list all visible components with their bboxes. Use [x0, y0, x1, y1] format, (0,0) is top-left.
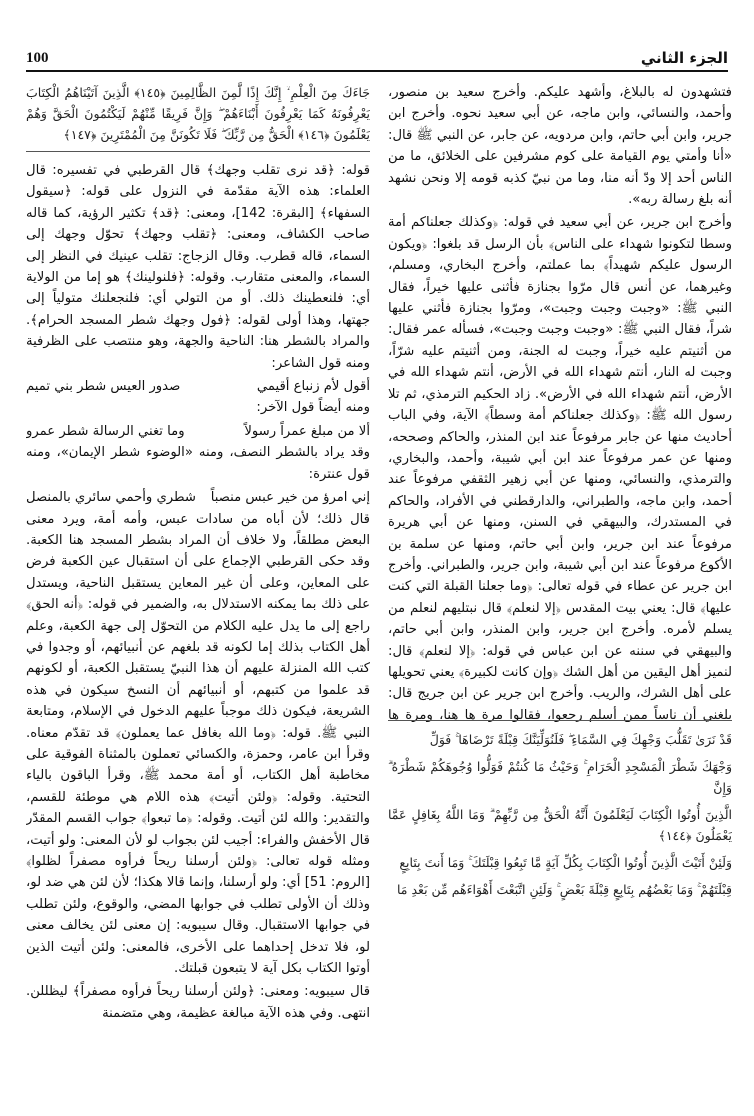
- verse-line-3: الَّذِينَ أُوتُوا الْكِتَابَ لَيَعْلَمُونَ أَنَّهُ الْحَقُّ مِن رَّبِّهِمْ ۗ وَمَا اللَّهُ بِغَافِلٍ عَمَّا يَعْمَلُونَ ﴿١٤٤﴾: [388, 807, 732, 843]
- verse-line-4: وَلَئِنْ أَتَيْتَ الَّذِينَ أُوتُوا الْكِتَابَ بِكُلِّ آيَةٍ مَّا تَبِعُوا قِبْلَتَكَ ۚ وَمَا أَنتَ بِتَابِعٍ: [399, 855, 732, 870]
- left-paragraph-1: قوله: ﴿قد نرى تقلب وجهك﴾ قال القرطبي في تفسيره: قال العلماء: هذه الآية مقدّمة في النزول على قوله: ﴿سيقول السفهاء﴾ [البقرة: 142]، ومعنى: ﴿قد﴾ تكثير الرؤية، كما قاله صاحب الكشاف، ومعنى: ﴿تقلب وجهك﴾ تحوّل وجهك إلى السماء، قاله قطرب. وقال الزجاج: تقلب عينيك في النظر إلى السماء، والمعنى متقارب. وقوله: ﴿فلنولينك﴾ هو إما من الولاية أي: فلنعطينك ذلك. أو من التولي أي: فلنجعلنك متولياً إلى جهتها، وهذا أولى لقوله: ﴿فول وجهك شطر المسجد الحرام﴾. والمراد بالشطر هنا: الناحية والجهة، وهو منتصب على الظرفية ومنه قول الشاعر:: [26, 163, 370, 371]
- right-column: [388, 82, 732, 722]
- verses-divider: [388, 720, 732, 721]
- poem3-hemistich-2: شطري وأحمي سائري بالمنصل: [26, 490, 196, 506]
- verse-line-5: قِبْلَتَهُمْ ۚ وَمَا بَعْضُهُم بِتَابِعٍ قِبْلَةَ بَعْضٍ ۚ وَلَئِنِ اتَّبَعْتَ أَهْوَاءَهُم مِّن بَعْدِ مَا: [397, 882, 732, 897]
- poem-line-1: [26, 376, 370, 397]
- right-paragraph-2: وأخرج ابن جرير، عن أبي سعيد في قوله: ﴿وكذلك جعلناكم أمة وسطا لتكونوا شهداء على الناس﴾ بأن الرسل قد بلغوا: ﴿ويكون الرسول عليكم شهيداً﴾ بما عملتم، وأخرج البخاري، ومسلم، وغيرهما، عن أنس قال مرّوا بجنازة فأثنى عليها خيراً، فقال النبي ﷺ: «وجبت وجبت وجبت»، ومرّوا بجنازة فأثني عليها شراً، فقال النبي ﷺ: «وجبت وجبت وجبت»، فسأله عمر فقال: من أثنيتم عليه خيراً، وجبت له الجنة، ومن أثنيتم عليه شرّاً، وجبت له النار، أنتم شهداء الله في الأرض، أنتم شهداء الله في الأرض، أنتم شهداء الله في الأرض». زاد الحكيم الترمذي، ثم تلا رسول الله ﷺ: ﴿وكذلك جعلناكم أمة وسطاً﴾ الآية، وفي الباب أحاديث منها عن جابر مرفوعاً عند ابن المنذر، والحاكم وصححه، ومنها عن عمر مرفوعاً عند ابن أبي شيبة، وأحمد، والبخاري، والترمذي، والنسائي، ومنها عن أبي زهير الثقفي مرفوعاً عند أحمد، وابن ماجه، والطبراني، والدارقطني في الأفراد، والحاكم في المستدرك، والبيهقي في السنن، ومنها عن أبي هريرة مرفوعاً عند ابن جرير، وابن أبي حاتم، ومنها عن سلمة بن الأكوع مرفوعاً عند ابن أبي شيبة، وابن جرير، والطبراني. وأخرج ابن جرير عن عطاء في قوله تعالى: ﴿وما جعلنا القبلة التي كنت عليها﴾ قال: يعني بيت المقدس ﴿إلا لنعلم﴾ قال نبتليهم لنعلم من يسلم لأمره. وأخرج ابن جرير، وابن المنذر، وابن أبي حاتم، والبيهقي في سننه عن ابن عباس في قوله: ﴿إلا لنعلم﴾ قال: لنميز أهل اليقين من أهل الشك ﴿وإن كانت لكبيرة﴾ يعني تحويلها على أهل الشرك، والريب. وأخرج ابن جرير عن ابن جريج قال: بلغني أن ناساً ممن أسلم رجعوا، فقالوا مرة ها هنا، ومرة ها: [388, 215, 732, 722]
- right-paragraph-1: فتشهدون له بالبلاغ، وأشهد عليكم. وأخرج سعيد بن منصور، وأحمد، والنسائي، وابن ماجه، عن أبي سعيد نحوه. وأخرج ابن جرير، وابن أبي حاتم، وابن مردويه، عن جابر، عن النبي ﷺ قال: «أنا وأمتي يوم القيامة على كوم مشرفين على الخلائق، ما من الناس أحد إلا ودّ أنه منا، وما من نبيّ كذبه قومه إلا ونحن نشهد أنه بلغ رسالة ربه».: [388, 85, 732, 208]
- poem2-hemistich-2: وما تغني الرسالة شطر عمرو: [26, 423, 185, 439]
- poem2-after: وقد يراد بالشطر النصف، ومنه «الوضوء شطر الإيمان»، ومنه قول عنترة:: [26, 445, 370, 482]
- left-verses: جَاءَكَ مِنَ الْعِلْمِ ۙ إِنَّكَ إِذًا لَّمِنَ الظَّالِمِينَ ﴿١٤٥﴾ الَّذِينَ آتَيْنَاهُمُ الْكِتَابَ يَعْرِفُونَهُ كَمَا يَعْرِفُونَ أَبْنَاءَهُمْ ۖ وَإِنَّ فَرِيقًا مِّنْهُمْ لَيَكْتُمُونَ الْحَقَّ وَهُمْ يَعْلَمُونَ ﴿١٤٦﴾ الْحَقُّ مِن رَّبِّكَ ۖ فَلَا تَكُونَنَّ مِنَ الْمُمْتَرِينَ ﴿١٤٧﴾: [26, 85, 370, 142]
- verse-line-1: قَدْ نَرَىٰ تَقَلُّبَ وَجْهِكَ فِي السَّمَاءِ ۖ فَلَنُوَلِّيَنَّكَ قِبْلَةً تَرْضَاهَا ۚ فَوَلِّ: [429, 732, 732, 747]
- page-number: 100: [26, 50, 49, 66]
- verse-line-2: وَجْهَكَ شَطْرَ الْمَسْجِدِ الْحَرَامِ ۚ وَحَيْثُ مَا كُنتُمْ فَوَلُّوا وُجُوهَكُمْ شَطْرَهُ ۗ وَإِنَّ: [388, 759, 732, 795]
- left-paragraph-3: قال سيبويه: ومعنى: ﴿ولئن أرسلنا ريحاً فرأوه مصفراً﴾ ليظللن. انتهى. وفي هذه الآية مبالغة عظيمة، وهي متضمنة: [26, 984, 370, 1021]
- part-title: الجزء الثاني: [640, 49, 728, 67]
- left-column: [26, 82, 370, 1052]
- left-divider: [26, 151, 370, 152]
- page-header: [26, 44, 728, 72]
- poem-line-2: [26, 421, 370, 442]
- poem2-hemistich-1: ألا من مبلغ عمراً رسولاً: [244, 423, 370, 439]
- poem-line-3: [26, 487, 370, 508]
- poem1-hemistich-1: أقول لأم زنباع أقيمي: [256, 379, 370, 395]
- verses-block: [388, 720, 732, 1050]
- left-paragraph-2: قال ذلك؛ لأن أباه من سادات عبس، وأمه أمة، ويرد معنى البعض مطلقاً، ولا خلاف أن المراد بشطر المسجد هنا الكعبة. وقد حكى القرطبي الإجماع على أن استقبال عين الكعبة فرض على المعاين، وعلى أن غير المعاين يستقبل الناحية، ويستدل على ذلك بما يمكنه الاستدلال به، والضمير في قوله: ﴿أنه الحق﴾ راجع إلى ما يدل عليه الكلام من التحوّل إلى جهة الكعبة، وعلم أهل الكتاب بذلك إما لكونه قد بلغهم عن أنبيائهم، أو وجدوا في كتب الله المنزلة عليهم أن هذا النبيّ يستقبل الكعبة، أو لكونهم قد علموا من كتبهم، أو أنبيائهم أن النسخ سيكون في هذه الشريعة، فيكون ذلك موجباً عليهم الدخول في الإسلام، ومتابعة النبي ﷺ. قوله: ﴿وما الله بغافل عما يعملون﴾ قد تقدّم معناه. وقرأ ابن عامر، وحمزة، والكسائي تعملون بالمثناة الفوقية على مخاطبة أهل الكتاب، أو أمة محمد ﷺ، وقرأ الباقون بالياء التحتية. وقوله: ﴿ولئن أتيت﴾ هذه اللام هي موطئة للقسم، والتقدير: والله لئن أتيت. وقوله: ﴿ما تبعوا﴾ جواب القسم المقدّر قال الأخفش والفراء: أجيب لئن بجواب لو لأن المعنى: ولو أتيت، ومثله قوله تعالى: ﴿ولئن أرسلنا ريحاً فرأوه مصفراً لظلوا﴾ [الروم: 51] أي: ولو أرسلنا، وإنما قالا هكذا؛ لأن لئن هي ضد لو، وذلك أن الأولى تطلب في جوابها المضي، والوقوع، ولئن تطلب في جوابها الاستقبال. وقال سيبويه: إن معنى لئن يخالف معنى لو، فلا تدخل إحداهما على الأخرى، فالمعنى: ولئن أتيت الذين أوتوا الكتاب بكل آية لا يتبعون قبلتك.: [26, 511, 370, 977]
- poem1-intro: ومنه أيضاً قول الآخر:: [256, 400, 370, 416]
- poem3-hemistich-1: إني امرؤ من خير عبس منصباً: [210, 490, 370, 506]
- poem1-hemistich-2: صدور العيس شطر بني تميم: [26, 379, 181, 395]
